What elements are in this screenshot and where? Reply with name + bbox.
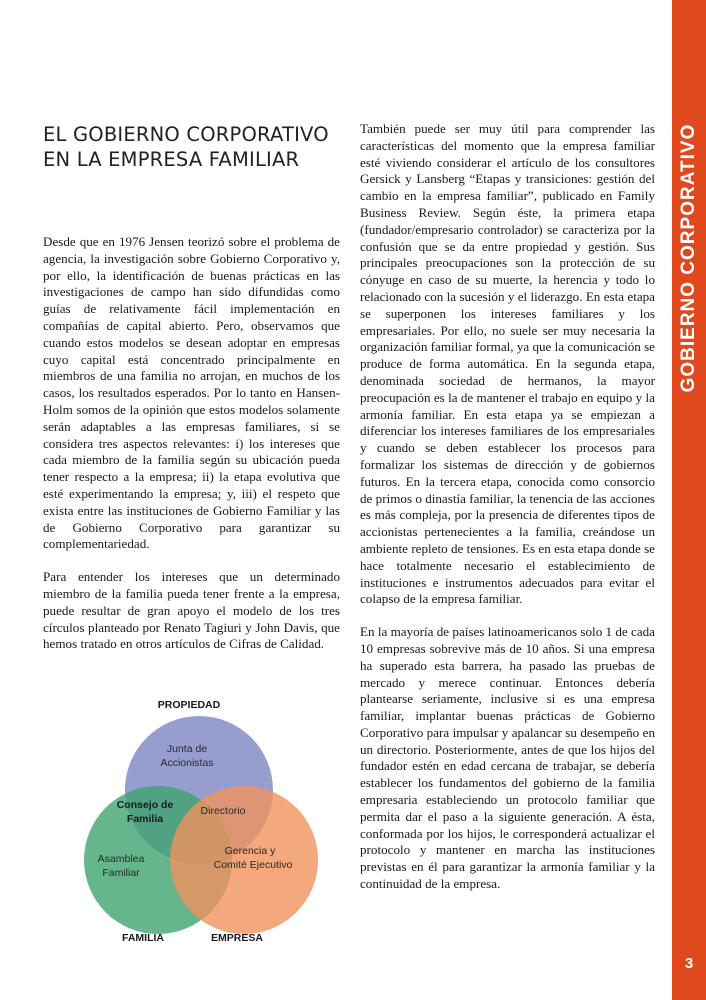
consejo-label-2: Familia	[126, 813, 164, 825]
consejo-label-1: Consejo de	[116, 799, 174, 811]
junta-label-1: Junta de	[166, 743, 208, 755]
label-propiedad: PROPIEDAD	[157, 699, 221, 711]
three-circle-diagram	[78, 696, 318, 946]
title-line-2: EN LA EMPRESA FAMILIAR	[43, 148, 300, 171]
label-empresa: EMPRESA	[211, 932, 263, 944]
paragraph: En la mayoría de países latinoamericanos solo 1 de cada 10 empresas sobrevive más de 10 años. Si una empresa ha superado esta barrera, ha pasado las pruebas de mercado y merece continuar. Entonces debería plantearse seriamente, inclusive si es una empresa familiar, implantar buenas prácticas de Gobierno Corporativo para impulsar y apalancar su desempeño en un directorio. Posteriormente, antes de que los hijos del fundador estén en edad cercana de trabajar, se debería establecer los fundamentos del gobierno de la familia empresaria estableciendo un protocolo familiar que permita dar el paso a la siguiente generación. A ésta, conformada por los hijos, le corresponderá actualizar el protocolo y mantener en marcha las instituciones previstas en él para garantizar la armonía familiar y la continuidad de la empresa.	[360, 624, 655, 892]
asamblea-label-1: Asamblea	[97, 853, 145, 865]
junta-label-2: Accionistas	[160, 757, 214, 769]
directorio-label: Directorio	[200, 805, 246, 817]
left-column	[43, 234, 340, 653]
gerencia-label-1: Gerencia y	[224, 845, 276, 857]
paragraph: Para entender los intereses que un determinado miembro de la familia pueda tener frente a la empresa, puede resultar de gran apoyo el modelo de los tres círculos planteado por Renato Tagiuri y John Davis, que hemos tratado en otros artículos de Cifras de Calidad.	[43, 569, 340, 652]
title-line-1: EL GOBIERNO CORPORATIVO	[43, 123, 329, 146]
page-number: 3	[684, 955, 694, 972]
paragraph: También puede ser muy útil para comprender las características del momento que la empresa familiar esté viviendo considerar el artículo de los consultores Gersick y Lansberg “Etapas y transiciones: gestión del cambio en la empresa familiar”, publicado en Family Business Review. Según éste, la primera etapa (fundador/empresario controlador) se caracteriza por la confusión que se da entre propiedad y gestión. Sus principales preocupaciones son la protección de su cónyuge en caso de su muerte, la herencia y todo lo relacionado con la sucesión y el liderazgo. En esta etapa se superponen los intereses familiares y los empresariales. Por ello, no suele ser muy necesaria la organización familiar formal, ya que la comunicación se produce de forma automática. En la segunda etapa, denominada sociedad de hermanos, la mayor preocupación es la de mantener el trabajo en equipo y la armonía familiar. En esta etapa ya se empiezan a diferenciar los intereses familiares de los empresariales y cuando se deben establecer los procesos para formalizar los sistemas de dirección y de gobiernos futuros. En la tercera etapa, conocida como consorcio de primos o dinastía familiar, la tenencia de las acciones es más compleja, por la presencia de diferentes tipos de accionistas pertenecientes a la familia, creándose un ambiente repleto de tensiones. Es en esta etapa donde se hace totalmente necesario el establecimiento de instituciones e instrumentos adecuados para evitar el colapso de la empresa familiar.	[360, 121, 655, 607]
section-title: GOBIERNO CORPORATIVO	[678, 123, 699, 393]
article-title	[43, 122, 343, 172]
asamblea-label-2: Familiar	[102, 867, 140, 879]
paragraph: Desde que en 1976 Jensen teorizó sobre el problema de agencia, la investigación sobre Gobierno Corporativo y, por ello, la identificación de buenas prácticas en las investigaciones de campo han sido difundidas como guías de relativamente fácil implementación en compañías de capital abierto. Pero, observamos que cuando estos modelos se desean adoptar en empresas cuyo capital está concentrado principalmente en miembros de una familia no arrojan, en muchos de los casos, los resultados esperados. Por lo tanto en Hansen-Holm somos de la opinión que estos modelos solamente serán adaptables a las empresas familiares, si se considera tres aspectos relevantes: i) los intereses que cada miembro de la familia según su ubicación pueda tener respecto a la empresa; ii) la etapa evolutiva que esté experimentando la empresa; y, iii) el respeto que exista entre las instituciones de Gobierno Familiar y las de Gobierno Corporativo para garantizar su complementariedad.	[43, 234, 340, 552]
gerencia-label-2: Comité Ejecutivo	[213, 859, 293, 871]
label-familia: FAMILIA	[122, 932, 164, 944]
right-column	[360, 121, 655, 893]
